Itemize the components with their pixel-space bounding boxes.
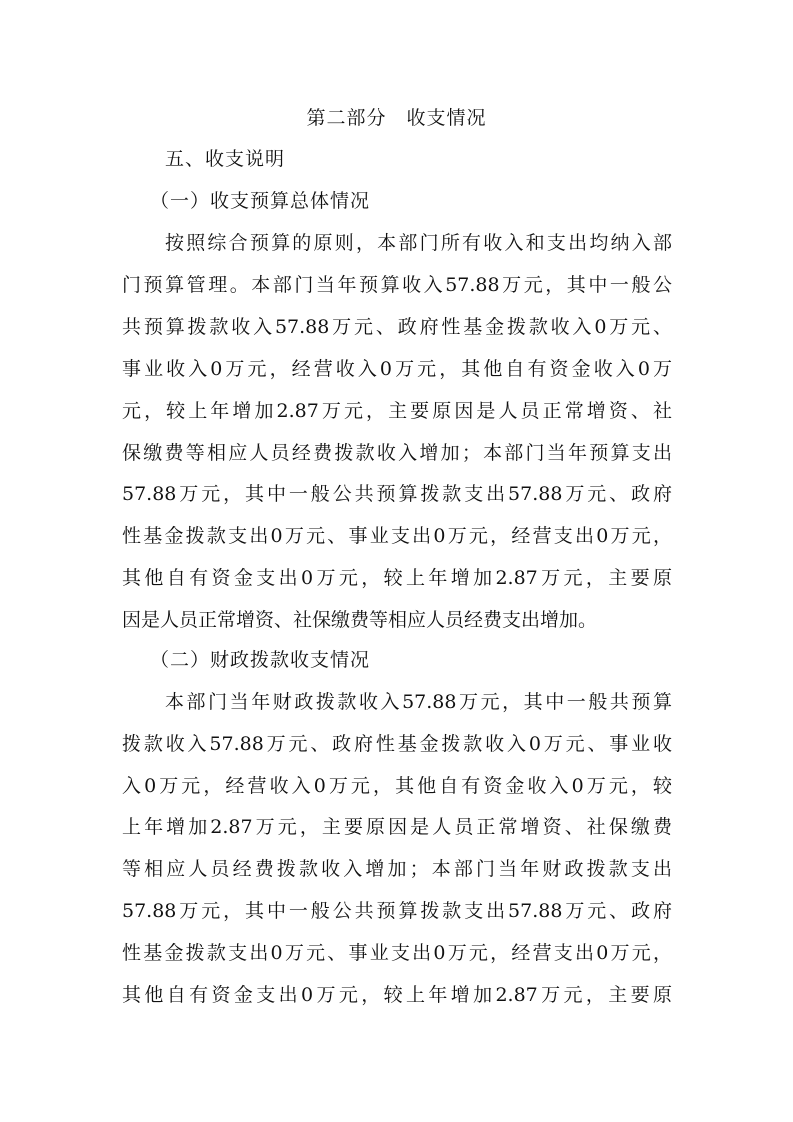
paragraph-line: 按照综合预算的原则，本部门所有收入和支出均纳入部 (165, 232, 672, 254)
paragraph-line: 共预算拨款收入57.88万元、政府性基金拨款收入0万元、 (122, 316, 672, 338)
paragraph-line: 57.88万元，其中一般公共预算拨款支出57.88万元、政府 (122, 483, 672, 505)
paragraph-line: 拨款收入57.88万元、政府性基金拨款收入0万元、事业收 (122, 733, 672, 755)
paragraph-line: 其他自有资金支出0万元，较上年增加2.87万元，主要原 (122, 567, 672, 589)
paragraph-line: 因是人员正常增资、社保缴费等相应人员经费支出增加。 (122, 609, 598, 631)
paragraph-line: 门预算管理。本部门当年预算收入57.88万元，其中一般公 (122, 274, 672, 296)
subsection-heading-2: （二）财政拨款收支情况 (150, 649, 371, 671)
paragraph-line: 性基金拨款支出0万元、事业支出0万元，经营支出0万元， (122, 525, 672, 547)
paragraph-line: 保缴费等相应人员经费拨款收入增加；本部门当年预算支出 (122, 442, 672, 464)
paragraph-line: 元，较上年增加2.87万元，主要原因是人员正常增资、社 (122, 400, 672, 422)
section-heading: 五、收支说明 (165, 148, 286, 170)
paragraph-line: 等相应人员经费拨款收入增加；本部门当年财政拨款支出 (122, 858, 672, 880)
paragraph-line: 入0万元，经营收入0万元，其他自有资金收入0万元，较 (122, 775, 672, 797)
paragraph-line: 上年增加2.87万元，主要原因是人员正常增资、社保缴费 (122, 816, 672, 838)
paragraph-line: 其他自有资金支出0万元，较上年增加2.87万元，主要原 (122, 984, 672, 1006)
paragraph-line: 本部门当年财政拨款收入57.88万元，其中一般共预算 (165, 691, 672, 713)
paragraph-line: 57.88万元，其中一般公共预算拨款支出57.88万元、政府 (122, 900, 672, 922)
subsection-heading-1: （一）收支预算总体情况 (150, 190, 371, 212)
page-title: 第二部分 收支情况 (306, 107, 487, 129)
paragraph-line: 事业收入0万元，经营收入0万元，其他自有资金收入0万 (122, 358, 672, 380)
paragraph-line: 性基金拨款支出0万元、事业支出0万元，经营支出0万元， (122, 942, 672, 964)
